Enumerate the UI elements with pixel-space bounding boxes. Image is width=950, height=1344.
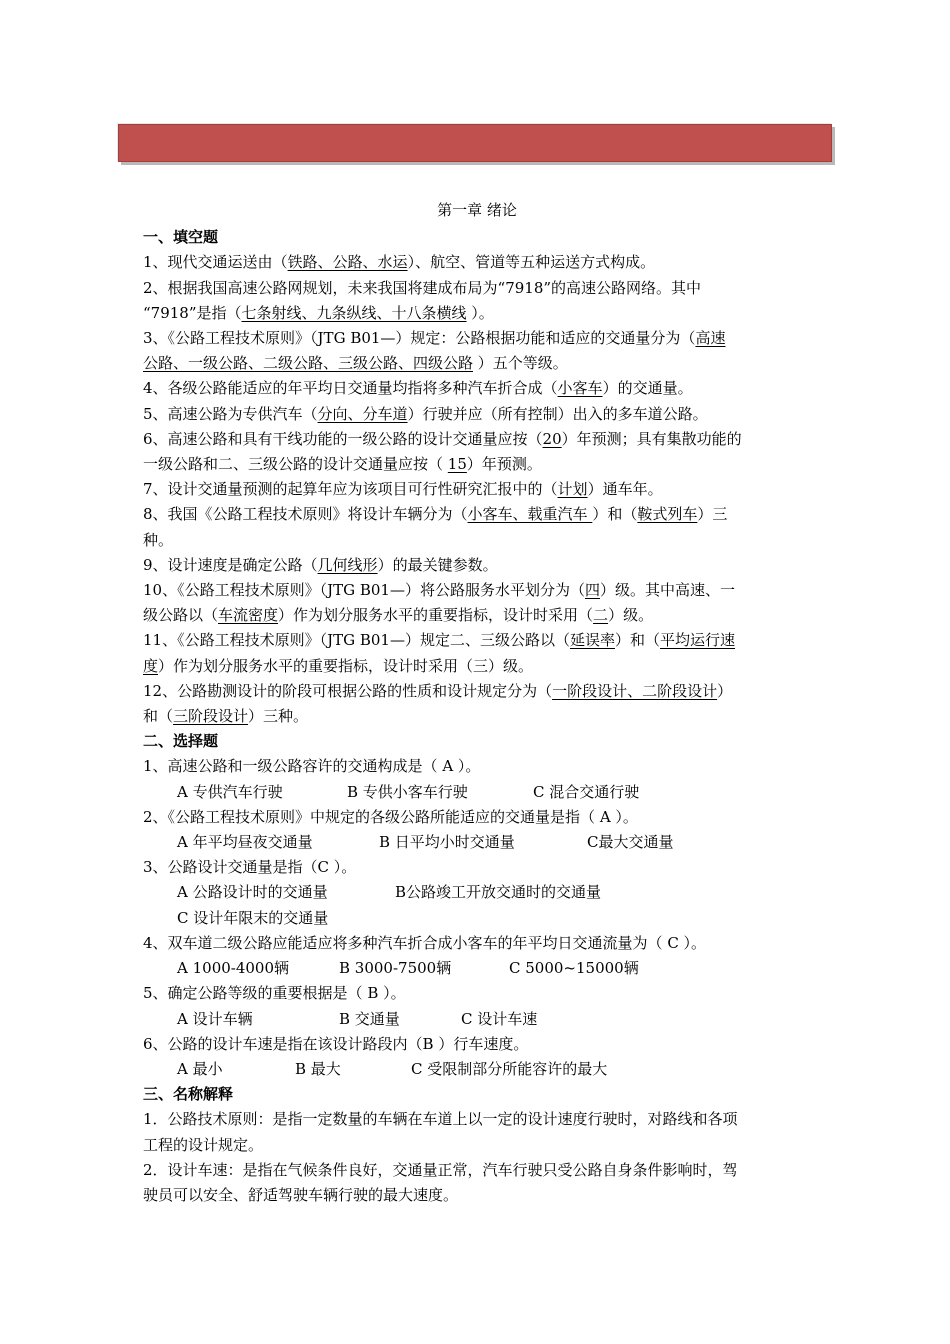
answer: 四 bbox=[584, 581, 600, 600]
choice-options-1: A 专供汽车行驶 B 专供小客车行驶 C 混合交通行驶 bbox=[177, 782, 640, 801]
question-9: 9、设计速度是确定公路（几何线形）的最关键参数。 bbox=[143, 555, 498, 574]
answer: 铁路、公路、水运 bbox=[287, 253, 408, 272]
answer: 二 bbox=[593, 606, 609, 625]
answer: 公路、一级公路、二级公路、三级公路、四级公路 bbox=[143, 354, 474, 373]
definition-2-line-2: 驶员可以安全、舒适驾驶车辆行驶的最大速度。 bbox=[143, 1185, 459, 1204]
choice-question-5: 5、确定公路等级的重要根据是（ B ）。 bbox=[143, 984, 406, 1003]
chapter-title: 第一章 绪论 bbox=[437, 201, 517, 219]
choice-question-4: 4、双车道二级公路应能适应将多种汽车折合成小客车的年平均日交通流量为（ C ）。 bbox=[143, 933, 707, 952]
section-heading-multiple-choice: 二、选择题 bbox=[143, 732, 219, 751]
answer: 15 bbox=[447, 455, 467, 474]
choice-options-3: A 公路设计时的交通量 B公路竣工开放交通时的交通量 bbox=[177, 883, 602, 902]
definition-1-line-2: 工程的设计规定。 bbox=[143, 1135, 264, 1154]
answer: 平均运行速 bbox=[660, 631, 736, 650]
answer: 20 bbox=[542, 429, 562, 448]
answer: 一阶段设计、二阶段设计 bbox=[552, 681, 718, 700]
question-11-line-1: 11、《公路工程技术原则》（JTG B01—）规定二、三级公路以（延误率）和（平均运行速 bbox=[143, 631, 736, 650]
answer: 高速 bbox=[695, 329, 726, 348]
answer: 车流密度 bbox=[218, 606, 279, 625]
choice-options-2: A 年平均昼夜交通量 B 日平均小时交通量 C最大交通量 bbox=[177, 833, 674, 852]
choice-question-1: 1、高速公路和一级公路容许的交通构成是（ A ）。 bbox=[143, 757, 481, 776]
question-10-line-2: 级公路以（车流密度）作为划分服务水平的重要指标，设计时采用（二）级。 bbox=[143, 606, 654, 625]
question-12-line-2: 和（三阶段设计）三种。 bbox=[143, 707, 309, 726]
question-10-line-1: 10、《公路工程技术原则》（JTG B01—）将公路服务水平划分为（四）级。其中高速、一 bbox=[143, 581, 735, 600]
definition-1-line-1: 1．公路技术原则：是指一定数量的车辆在车道上以一定的设计速度行驶时，对路线和各项 bbox=[143, 1110, 738, 1129]
question-3-line-2: 公路、一级公路、二级公路、三级公路、四级公路 ）五个等级。 bbox=[143, 354, 568, 373]
choice-question-2: 2、《公路工程技术原则》中规定的各级公路所能适应的交通量是指（ A ）。 bbox=[143, 807, 638, 826]
choice-options-6: A 最小 B 最大 C 受限制部分所能容许的最大 bbox=[177, 1059, 608, 1078]
section-heading-fill-blank: 一、填空题 bbox=[143, 228, 219, 247]
document-body bbox=[143, 198, 811, 1208]
question-4: 4、各级公路能适应的年平均日交通量均指将多种汽车折合成（小客车）的交通量。 bbox=[143, 379, 693, 398]
question-6-line-1: 6、高速公路和具有干线功能的一级公路的设计交通量应按（20）年预测；具有集散功能的 bbox=[143, 429, 742, 448]
question-8-line-1: 8、我国《公路工程技术原则》将设计车辆分为（小客车、载重汽车 ）和（鞍式列车）三 bbox=[143, 505, 728, 524]
answer: 几何线形 bbox=[317, 555, 378, 574]
answer: 分向、分车道 bbox=[317, 404, 408, 423]
question-1: 1、现代交通运送由（铁路、公路、水运）、航空、管道等五种运送方式构成。 bbox=[143, 253, 656, 272]
question-3-line-1: 3、《公路工程技术原则》（JTG B01—）规定：公路根据功能和适应的交通量分为（高速 bbox=[143, 329, 726, 348]
question-12-line-1: 12、公路勘测设计的阶段可根据公路的性质和设计规定分为（一阶段设计、二阶段设计） bbox=[143, 681, 733, 700]
definition-2-line-1: 2．设计车速：是指在气候条件良好，交通量正常，汽车行驶只受公路自身条件影响时，驾 bbox=[143, 1160, 738, 1179]
choice-options-5: A 设计车辆 B 交通量 C 设计车速 bbox=[177, 1009, 538, 1028]
question-11-line-2: 度）作为划分服务水平的重要指标，设计时采用（三）级。 bbox=[143, 656, 534, 675]
choice-question-6: 6、公路的设计车速是指在该设计路段内（B ）行车速度。 bbox=[143, 1034, 529, 1053]
question-5: 5、高速公路为专供汽车（分向、分车道）行驶并应（所有控制）出入的多车道公路。 bbox=[143, 404, 708, 423]
question-6-line-2: 一级公路和二、三级公路的设计交通量应按（ 15）年预测。 bbox=[143, 455, 542, 474]
header-banner bbox=[118, 124, 832, 162]
answer: 度 bbox=[143, 656, 159, 675]
answer: 鞍式列车 bbox=[637, 505, 698, 524]
answer: 小客车、载重汽车 bbox=[467, 505, 593, 524]
choice-options-4: A 1000-4000辆 B 3000-7500辆 C 5000~15000辆 bbox=[177, 959, 639, 978]
question-7: 7、设计交通量预测的起算年应为该项目可行性研究汇报中的（计划）通车年。 bbox=[143, 480, 663, 499]
question-2-line-1: 2、根据我国高速公路网规划，未来我国将建成布局为“7918”的高速公路网络。其中 bbox=[143, 278, 702, 297]
question-2-line-2: “7918”是指（七条射线、九条纵线、十八条横线 ）。 bbox=[143, 303, 494, 322]
answer: 三阶段设计 bbox=[173, 707, 249, 726]
answer: 小客车 bbox=[557, 379, 603, 398]
answer: 延误率 bbox=[569, 631, 615, 650]
choice-question-3: 3、公路设计交通量是指（C ）。 bbox=[143, 858, 357, 877]
answer: 计划 bbox=[557, 480, 588, 499]
answer: 七条射线、九条纵线、十八条横线 bbox=[241, 303, 467, 322]
section-heading-definitions: 三、名称解释 bbox=[143, 1085, 234, 1104]
choice-option-3c: C 设计年限末的交通量 bbox=[177, 908, 329, 927]
question-8-line-2: 种。 bbox=[143, 530, 174, 549]
